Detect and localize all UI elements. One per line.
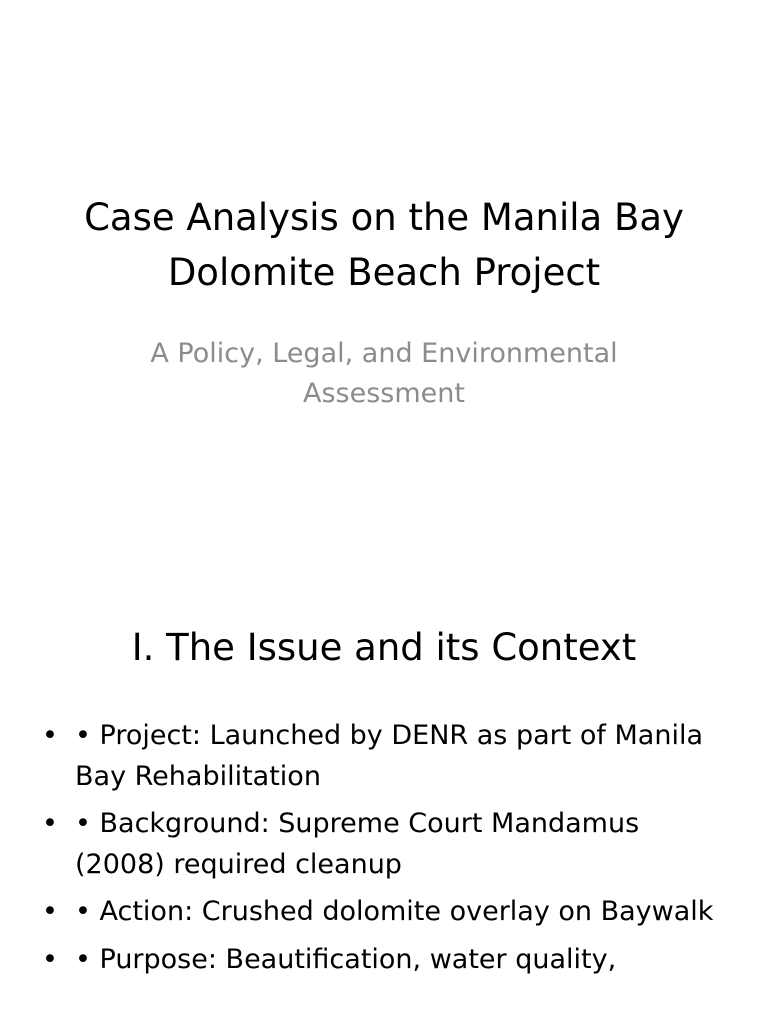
content-slide [0, 576, 768, 1024]
bullet-dot-icon: • [42, 720, 58, 751]
bullet-text: • Action: Crushed dolomite overlay on Baywalk [75, 896, 714, 927]
bullet-dot-icon: • [42, 943, 58, 975]
title-line-1: Case Analysis on the Manila Bay [84, 196, 684, 239]
bullet-item [40, 804, 728, 885]
bullet-text: • Purpose: Beautification, water quality, [75, 943, 617, 975]
bullet-item [40, 716, 728, 797]
subtitle-line-2: Assessment [303, 378, 465, 409]
title-line-2: Dolomite Beach Project [167, 251, 601, 294]
subtitle-line-1: A Policy, Legal, and Environmental [150, 338, 618, 369]
section-title: I. The Issue and its Context [131, 626, 637, 669]
bullet-dot-icon: • [42, 896, 58, 927]
bullet-item [40, 940, 728, 981]
slide-subtitle [80, 334, 688, 414]
bullet-text: • Project: Launched by DENR as part of Manila Bay Rehabilitation [75, 720, 704, 792]
bullet-dot-icon: • [42, 808, 58, 839]
slide-title [40, 190, 728, 300]
bullet-list [40, 716, 728, 987]
bullet-item [40, 892, 728, 933]
bullet-text: • Background: Supreme Court Mandamus (2008) required cleanup [75, 808, 640, 880]
